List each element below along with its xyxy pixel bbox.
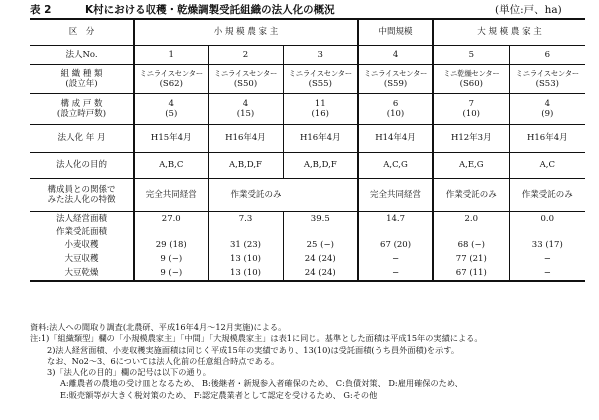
row-label: 大豆収穫 [64,254,99,264]
cell-year: H12年3月 [433,124,509,152]
cell-purpose: A,C,G [358,152,433,178]
cell-wheat: 68 (−) [433,238,509,252]
cell-purpose: A,B,D,F [283,152,358,178]
table-row [30,266,585,281]
cell-org-type: ミニ乾燥センター (S60) [433,64,509,93]
cell-soy-dry: − [509,266,585,281]
cell-no: 2 [208,45,283,64]
row-label: 構 成 戸 数 (設立時戸数) [30,93,134,124]
cell-org-type: ミニライスセンター (S55) [283,64,358,93]
table-row [30,64,585,93]
cell-area: 2.0 [433,211,509,226]
cell-households: 4 (5) [134,93,208,124]
cell-soy-harvest: 77 (21) [433,252,509,266]
cell-purpose: A,B,D,F [208,152,283,178]
cell-org-type: ミニライスセンター (S50) [208,64,283,93]
note-source: 資料:法人への聞取り調査(北農研、平成16年4月〜12月実施)による。 [30,322,287,332]
cell-purpose: A,E,G [433,152,509,178]
table-notes [30,322,590,401]
cell-no: 3 [283,45,358,64]
cell-soy-harvest: − [358,252,433,266]
row-label: 構成員との関係で みた法人化の特徴 [30,178,134,211]
row-label: 法人No. [30,45,134,64]
note-2: 2)法人経営面積、小麦収穫実施面積は同じく平成15年の実績であり、13(10)は受託面積(うち員外面積)を示す。 [47,344,460,355]
table-row [30,211,585,226]
row-label: 法人化の目的 [30,152,134,178]
note-3-legend-a: A:離農者の農地の受け皿となるため、 B:後継者・新規参入者確保のため、 C:負債対策、 D:雇用確保のため、 [60,378,463,389]
row-label: 法人化 年 月 [30,124,134,152]
note-2-cont: なお、No2〜3、6については法人化前の任意組合時点である。 [47,355,280,366]
row-label: 大豆乾燥 [30,266,134,281]
table-number: 表 2 [30,4,52,16]
cell-soy-harvest: 9 (−) [134,252,208,266]
cell-soy-dry: 67 (11) [433,266,509,281]
cell-households: 4 (9) [509,93,585,124]
cell-year: H15年4月 [134,124,208,152]
row-label: 組 織 種 類 (設立年) [30,64,134,93]
cell-wheat: 31 (23) [208,238,283,252]
cell-households: 7 (10) [433,93,509,124]
cell-soy-harvest: 24 (24) [283,252,358,266]
table-row [30,93,585,124]
header-small-scale: 小 規 模 農 家 主 [134,19,358,45]
cell-area: 14.7 [358,211,433,226]
cell-no: 6 [509,45,585,64]
cell-relation: 作業受託のみ [208,178,358,211]
cell-no: 1 [134,45,208,64]
table-row [30,252,585,266]
table-row [30,178,585,211]
cell-soy-harvest: − [509,252,585,266]
table-row [30,124,585,152]
cell-org-type: ミニライスセンター (S59) [358,64,433,93]
cell-households: 6 (10) [358,93,433,124]
table-row [30,152,585,178]
cell-year: H16年4月 [283,124,358,152]
table-title [30,2,590,18]
cell-relation: 完全共同経営 [134,178,208,211]
cell-relation: 作業受託のみ [433,178,509,211]
cell-purpose: A,C [509,152,585,178]
row-label: 小麦収穫 [64,240,99,250]
cell-soy-dry: 24 (24) [283,266,358,281]
cell-year: H16年4月 [208,124,283,152]
table-title-text: K村における収穫・乾燥調製受託組織の法人化の概況 [85,4,335,16]
cell-soy-dry: − [358,266,433,281]
table-row [30,45,585,64]
header-row [30,19,585,45]
cell-org-type: ミニライスセンター (S53) [509,64,585,93]
cell-no: 5 [433,45,509,64]
cell-year: H16年4月 [509,124,585,152]
note-3: 3)「法人化の目的」欄の記号は以下の通り。 [47,367,211,378]
cell-no: 4 [358,45,433,64]
cell-soy-dry: 9 (−) [134,266,208,281]
unit-label: (単位:戸、ha) [495,4,562,16]
table-row [30,238,585,252]
header-large-scale: 大 規 模 農 家 主 [433,19,585,45]
cell-relation: 完全共同経営 [358,178,433,211]
cell-wheat: 33 (17) [509,238,585,252]
cell-soy-harvest: 13 (10) [208,252,283,266]
cell-area: 39.5 [283,211,358,226]
cell-purpose: A,B,C [134,152,208,178]
cell-area: 27.0 [134,211,208,226]
corporation-table [30,18,585,282]
cell-wheat: 25 (−) [283,238,358,252]
cell-org-type: ミニライスセンター (S62) [134,64,208,93]
cell-area: 0.0 [509,211,585,226]
cell-year: H14年4月 [358,124,433,152]
note-1: 注:1)「組織類型」欄の「小規模農家主」「中間」「大規模農家主」は表1に同じ。基準とした面積は平成15年の実績による。 [30,333,483,344]
cell-area: 7.3 [208,211,283,226]
row-label: 作業受託面積 [55,227,107,237]
cell-soy-dry: 13 (10) [208,266,283,281]
cell-wheat: 29 (18) [134,238,208,252]
table-row [30,226,585,238]
header-category: 区 分 [30,19,134,45]
cell-households: 4 (15) [208,93,283,124]
note-3-legend-e: E:販売額等が大きく税対策のため、 F:認定農業者として認定を受けるため、 G:その他 [60,389,378,400]
row-label: 法人経営面積 [30,211,134,226]
cell-households: 11 (16) [283,93,358,124]
header-medium-scale: 中間規模 [358,19,433,45]
cell-relation: 作業受託のみ [509,178,585,211]
cell-wheat: 67 (20) [358,238,433,252]
